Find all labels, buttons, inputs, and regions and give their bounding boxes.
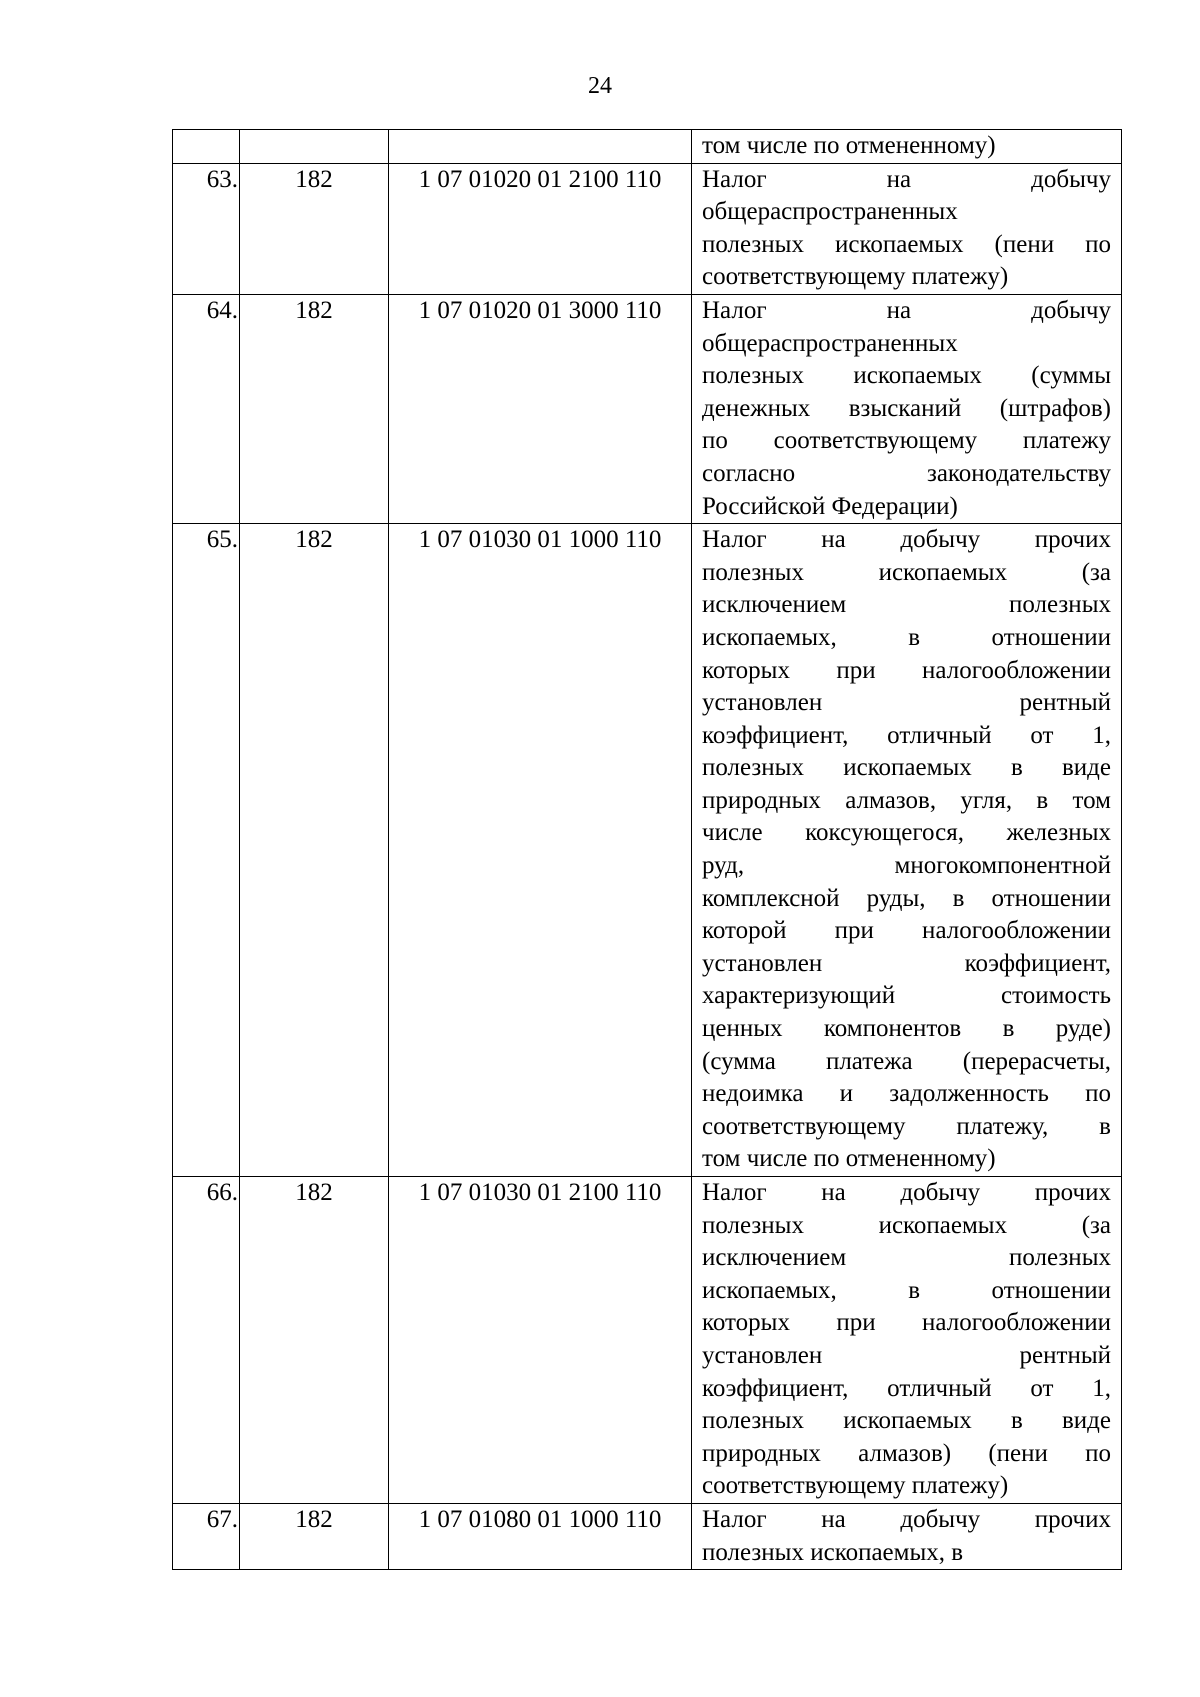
description-cell: [692, 130, 1122, 164]
table-row: [173, 294, 1122, 523]
table-row: [173, 524, 1122, 1177]
description-line: установлен рентный: [702, 1341, 1111, 1369]
description-line: согласно законодательству: [702, 459, 1111, 487]
row-number-cell: [173, 130, 240, 164]
description-line: соответствующему платежу): [702, 1472, 1009, 1500]
description-line: Налог на добычу прочих: [702, 1179, 1111, 1206]
table-body: [173, 130, 1122, 1570]
description-line: полезных ископаемых в виде: [702, 1407, 1111, 1435]
description-line: том числе по отмененному): [702, 132, 996, 159]
table-row: [173, 1503, 1122, 1569]
budget-code-cell: 1 07 01080 01 1000 110: [389, 1503, 692, 1569]
description-line: полезных ископаемых (пени по: [702, 230, 1111, 258]
admin-code-cell: 182: [240, 1177, 389, 1504]
description-cell: [692, 1503, 1122, 1569]
page-number: 24: [588, 73, 612, 99]
description-line: том числе по отмененному): [702, 1145, 996, 1173]
table-row: [173, 163, 1122, 294]
description-line: денежных взысканий (штрафов): [702, 394, 1111, 422]
description-line: исключением полезных: [702, 591, 1111, 619]
description-line: полезных ископаемых, в: [702, 1538, 964, 1566]
admin-code-cell: [240, 130, 389, 164]
description-line: полезных ископаемых в виде: [702, 754, 1111, 782]
description-line: ископаемых, в отношении: [702, 623, 1111, 651]
table-row: [173, 1177, 1122, 1504]
description-line: Российской Федерации): [702, 492, 958, 520]
row-number-cell: 65.: [173, 524, 240, 1177]
description-line: ценных компонентов в руде): [702, 1015, 1111, 1043]
description-line: комплексной руды, в отношении: [702, 884, 1111, 912]
description-line: Налог на добычу: [702, 165, 1111, 193]
description-line: Налог на добычу прочих: [702, 526, 1111, 554]
row-number-cell: 63.: [173, 163, 240, 294]
description-line: соответствующему платежу, в: [702, 1112, 1111, 1140]
description-cell: [692, 524, 1122, 1177]
description-line: которой при налогообложении: [702, 917, 1111, 945]
description-line: природных алмазов, угля, в том: [702, 786, 1111, 814]
description-line: по соответствующему платежу: [702, 427, 1111, 455]
description-line: исключением полезных: [702, 1244, 1111, 1272]
description-cell: [692, 1177, 1122, 1504]
description-line: которых при налогообложении: [702, 1309, 1111, 1337]
description-line: коэффициент, отличный от 1,: [702, 1374, 1111, 1402]
description-line: полезных ископаемых (за: [702, 1211, 1111, 1239]
description-line: характеризующий стоимость: [702, 982, 1111, 1010]
description-line: полезных ископаемых (за: [702, 558, 1111, 586]
table-row: [173, 130, 1122, 164]
admin-code-cell: 182: [240, 1503, 389, 1569]
description-line: (сумма платежа (перерасчеты,: [702, 1047, 1111, 1075]
description-line: Налог на добычу прочих: [702, 1505, 1111, 1533]
description-line: общераспространенных: [702, 198, 958, 226]
admin-code-cell: 182: [240, 524, 389, 1177]
description-line: коэффициент, отличный от 1,: [702, 721, 1111, 749]
budget-code-cell: 1 07 01020 01 2100 110: [389, 163, 692, 294]
description-line: природных алмазов) (пени по: [702, 1439, 1111, 1467]
description-line: руд, многокомпонентной: [702, 852, 1111, 880]
budget-code-cell: 1 07 01030 01 2100 110: [389, 1177, 692, 1504]
budget-code-cell: [389, 130, 692, 164]
budget-codes-table: [172, 129, 1122, 1570]
row-number-cell: 64.: [173, 294, 240, 523]
description-line: недоимка и задолженность по: [702, 1080, 1111, 1108]
budget-code-cell: 1 07 01030 01 1000 110: [389, 524, 692, 1177]
description-cell: [692, 294, 1122, 523]
description-line: соответствующему платежу): [702, 263, 1009, 291]
description-line: которых при налогообложении: [702, 656, 1111, 684]
description-line: установлен рентный: [702, 689, 1111, 717]
description-line: Налог на добычу: [702, 296, 1111, 324]
admin-code-cell: 182: [240, 294, 389, 523]
description-line: ископаемых, в отношении: [702, 1276, 1111, 1304]
description-cell: [692, 163, 1122, 294]
description-line: установлен коэффициент,: [702, 949, 1111, 977]
row-number-cell: 67.: [173, 1503, 240, 1569]
description-line: числе коксующегося, железных: [702, 819, 1111, 847]
admin-code-cell: 182: [240, 163, 389, 294]
row-number-cell: 66.: [173, 1177, 240, 1504]
budget-code-cell: 1 07 01020 01 3000 110: [389, 294, 692, 523]
description-line: общераспространенных: [702, 329, 958, 357]
description-line: полезных ископаемых (суммы: [702, 362, 1111, 390]
